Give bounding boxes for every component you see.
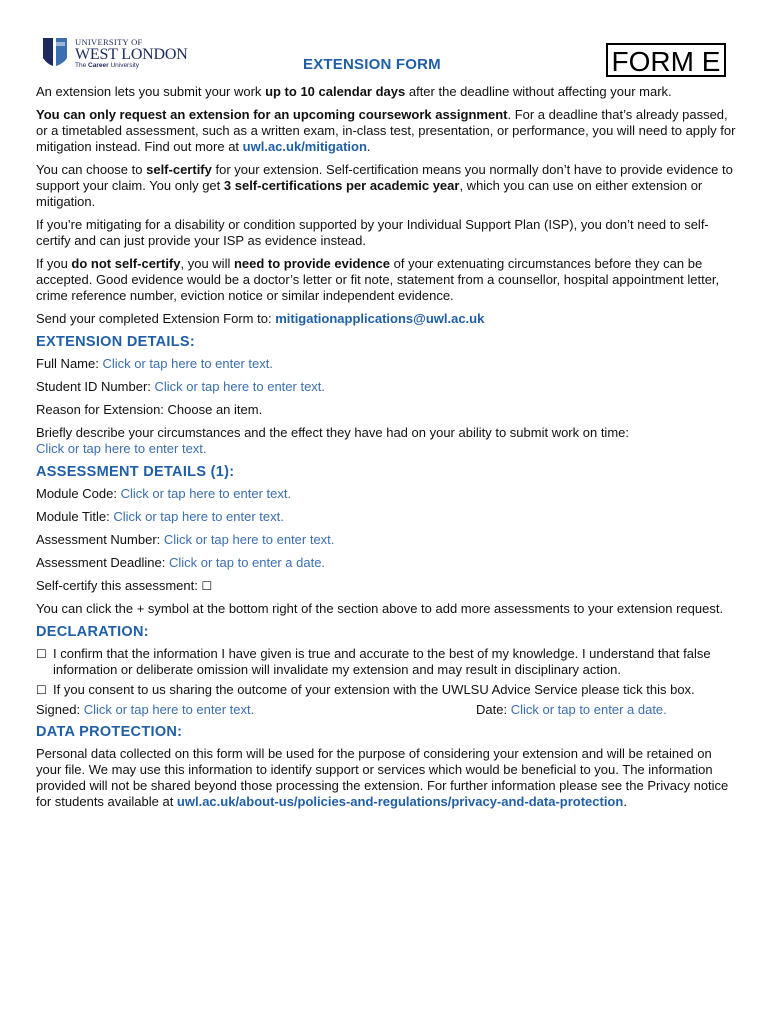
assessment-number-input[interactable]: Click or tap here to enter text. (163, 532, 335, 547)
module-title-input[interactable]: Click or tap here to enter text. (113, 509, 284, 524)
reason-dropdown[interactable]: Choose an item. (167, 402, 263, 417)
assessment-details-heading: ASSESSMENT DETAILS (1): (36, 464, 235, 480)
intro-paragraph-5: If you do not self-certify, you will need to provide evidence of your extenuating circumstances before they can be accepted. Good evidence would be a doctor’s letter or fit note, statement from a counsellor, hospital appointment letter, crime reference number, eviction notice or similar independent evidence. (36, 256, 720, 303)
intro-paragraph-2: You can only request an extension for an upcoming coursework assignment. For a deadline that’s already passed, or a timetabled assessment, such as a written exam, in-class test, presentation, or performance, you will need to apply for mitigation instead. Find out more at uwl.ac.uk/mitigation. (36, 107, 736, 154)
intro-paragraph-4: If you’re mitigating for a disability or condition supported by your Individual Support Plan (ISP), you don’t need to self-certify and can just provide your ISP as evidence instead. (36, 217, 709, 248)
logo-tagline: The Career University (75, 62, 139, 69)
signature-row (36, 702, 736, 722)
university-shield-icon (41, 36, 69, 70)
assessment-note: You can click the + symbol at the bottom right of the section above to add more assessments to your extension request. (36, 601, 724, 616)
date-field: Date: Click or tap to enter a date. (476, 702, 667, 717)
intro-paragraph-3: You can choose to self-certify for your extension. Self-certification means you normally don’t have to provide evidence to support your claim. You only get 3 self-certifications per academic year, which you can use on either extension or mitigation. (36, 162, 733, 209)
mitigation-link[interactable]: uwl.ac.uk/mitigation (242, 139, 367, 154)
form-title: EXTENSION FORM (303, 56, 441, 73)
intro-paragraph-1: An extension lets you submit your work up to 10 calendar days after the deadline without affecting your mark. (36, 84, 672, 99)
extension-form-page (36, 0, 736, 817)
module-title-field: Module Title: Click or tap here to enter text. (36, 509, 284, 524)
assessment-number-field: Assessment Number: Click or tap here to enter text. (36, 532, 335, 547)
confirm-checkbox[interactable]: ☐ (36, 647, 47, 661)
module-code-input[interactable]: Click or tap here to enter text. (120, 486, 292, 501)
declaration-item-consent: ☐ If you consent to us sharing the outcome of your extension with the UWLSU Advice Service please tick this box. (36, 682, 695, 697)
intro-paragraph-6: Send your completed Extension Form to: mitigationapplications@uwl.ac.uk (36, 311, 485, 326)
form-header (36, 0, 736, 84)
student-id-input[interactable]: Click or tap here to enter text. (154, 379, 326, 394)
full-name-input[interactable]: Click or tap here to enter text. (102, 356, 273, 371)
full-name-field: Full Name: Click or tap here to enter text. (36, 356, 273, 371)
self-certify-checkbox[interactable]: ☐ (201, 579, 213, 593)
data-protection-heading: DATA PROTECTION: (36, 724, 183, 740)
privacy-link[interactable]: uwl.ac.uk/about-us/policies-and-regulations/privacy-and-data-protection (176, 794, 624, 809)
describe-input[interactable]: Click or tap here to enter text. (36, 441, 207, 456)
declaration-item-confirm: ☐ I confirm that the information I have given is true and accurate to the best of my knowledge. I understand that false information or deliberate omission will invalidate my extension and may result in disciplinary action. (36, 646, 711, 677)
assessment-deadline-date-picker[interactable]: Click or tap to enter a date. (168, 555, 326, 570)
self-certify-field: Self-certify this assessment: ☐ (36, 578, 213, 593)
extension-details-heading: EXTENSION DETAILS: (36, 334, 196, 350)
consent-checkbox[interactable]: ☐ (36, 683, 47, 697)
describe-field (36, 425, 736, 457)
logo-west-london: WEST LONDON (75, 46, 188, 63)
reason-field: Reason for Extension: Choose an item. (36, 402, 263, 417)
date-picker[interactable]: Click or tap to enter a date. (510, 702, 667, 717)
assessment-deadline-field: Assessment Deadline: Click or tap to enter a date. (36, 555, 326, 570)
student-id-field: Student ID Number: Click or tap here to enter text. (36, 379, 326, 394)
university-logo (41, 36, 241, 76)
data-protection-text: Personal data collected on this form will be used for the purpose of considering your extension and will be retained on your file. We may use this information to identify support or services which would be beneficial to you. The information provided will not be shared beyond those processing the extension. For further information please see the Privacy notice for students available at uwl.ac.uk/about-us/policies-and-regulations/privacy-and-data-protection. (36, 746, 729, 809)
form-badge: FORM E (606, 43, 726, 77)
declaration-heading: DECLARATION: (36, 624, 149, 640)
signed-field: Signed: Click or tap here to enter text. (36, 702, 255, 717)
signed-input[interactable]: Click or tap here to enter text. (83, 702, 255, 717)
logo-university-of: UNIVERSITY OF (75, 37, 143, 47)
module-code-field: Module Code: Click or tap here to enter text. (36, 486, 292, 501)
describe-label: Briefly describe your circumstances and the effect they have had on your ability to submit work on time: (36, 425, 629, 440)
email-link[interactable]: mitigationapplications@uwl.ac.uk (275, 311, 485, 326)
